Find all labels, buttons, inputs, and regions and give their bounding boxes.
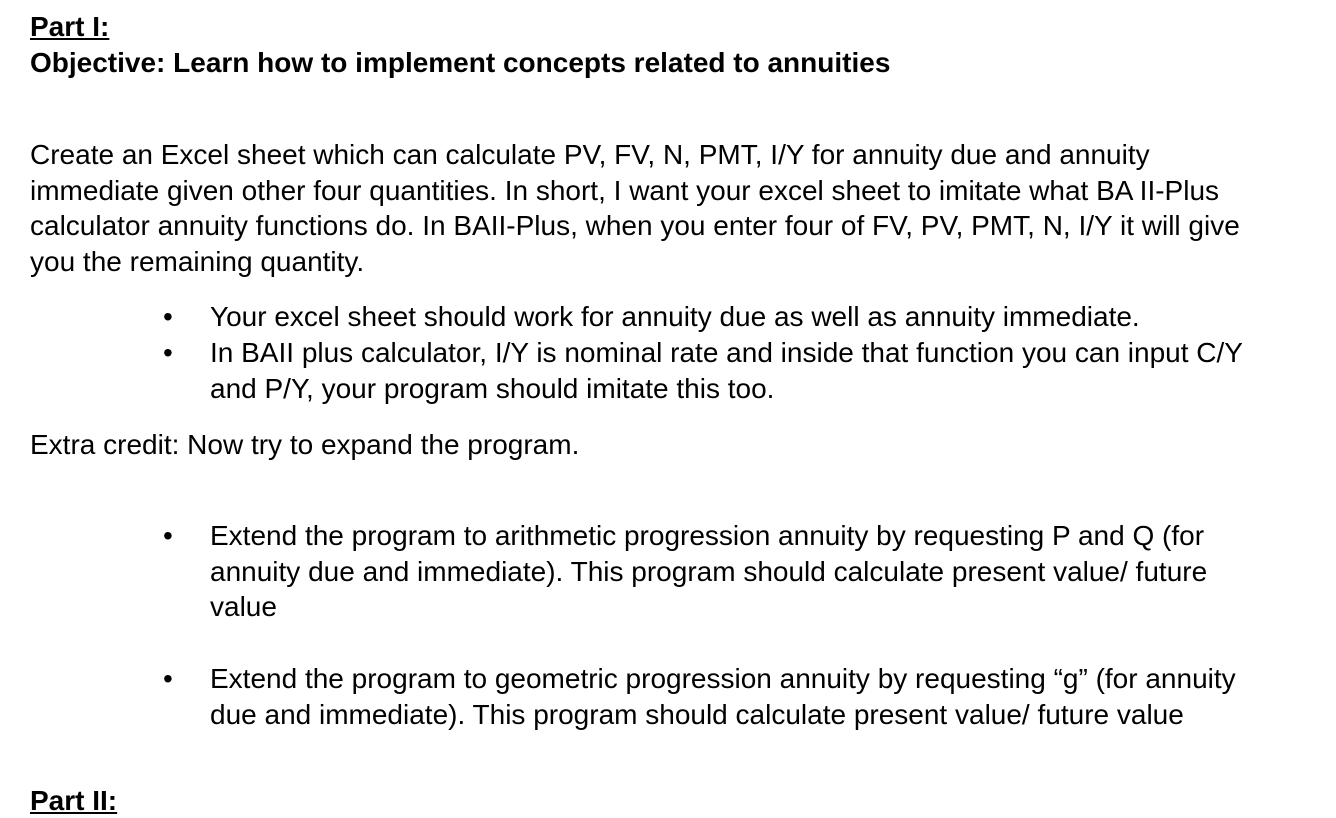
bullet-line: In BAII plus calculator, I/Y is nominal rate and inside that function you can input C/Y [210, 337, 1243, 368]
bullet-text [210, 518, 1207, 625]
bullet-line: due and immediate). This program should calculate present value/ future value [210, 698, 1184, 730]
bullet-line: Extend the program to arithmetic progression annuity by requesting P and Q (for [210, 520, 1205, 551]
bullet-line: value [210, 591, 277, 622]
extra-credit-text: Extra credit: Now try to expand the program. [30, 429, 580, 460]
part-two-heading: Part II: [30, 785, 118, 816]
bullet-line: annuity due and immediate). This program should calculate present value/ future [210, 555, 1208, 587]
intro-line: calculator annuity functions do. In BAII-Plus, when you enter four of FV, PV, PMT, N, I/Y it will give [30, 210, 1240, 241]
bullet-line: and P/Y, your program should imitate this too. [210, 372, 775, 404]
bullet-line: Your excel sheet should work for annuity due as well as annuity immediate. [210, 301, 1140, 332]
part-one-heading: Part I: [30, 11, 110, 42]
bullet-line: Extend the program to geometric progression annuity by requesting “g” (for annuity [210, 663, 1236, 694]
intro-line: Create an Excel sheet which can calculate PV, FV, N, PMT, I/Y for annuity due and annuity [30, 139, 1150, 170]
intro-line: you the remaining quantity. [30, 245, 365, 277]
intro-line: immediate given other four quantities. In short, I want your excel sheet to imitate what BA II-Plus [30, 174, 1220, 206]
objective-heading: Objective: Learn how to implement concepts related to annuities [30, 47, 891, 78]
intro-paragraph [30, 137, 1320, 279]
bullet-icon: • [163, 520, 173, 551]
bullet-text [210, 335, 1243, 406]
bullet-icon: • [163, 301, 173, 332]
bullet-text [210, 661, 1236, 732]
bullet-icon: • [163, 337, 173, 368]
bullet-icon: • [163, 663, 173, 694]
bullet-text [210, 299, 1140, 335]
